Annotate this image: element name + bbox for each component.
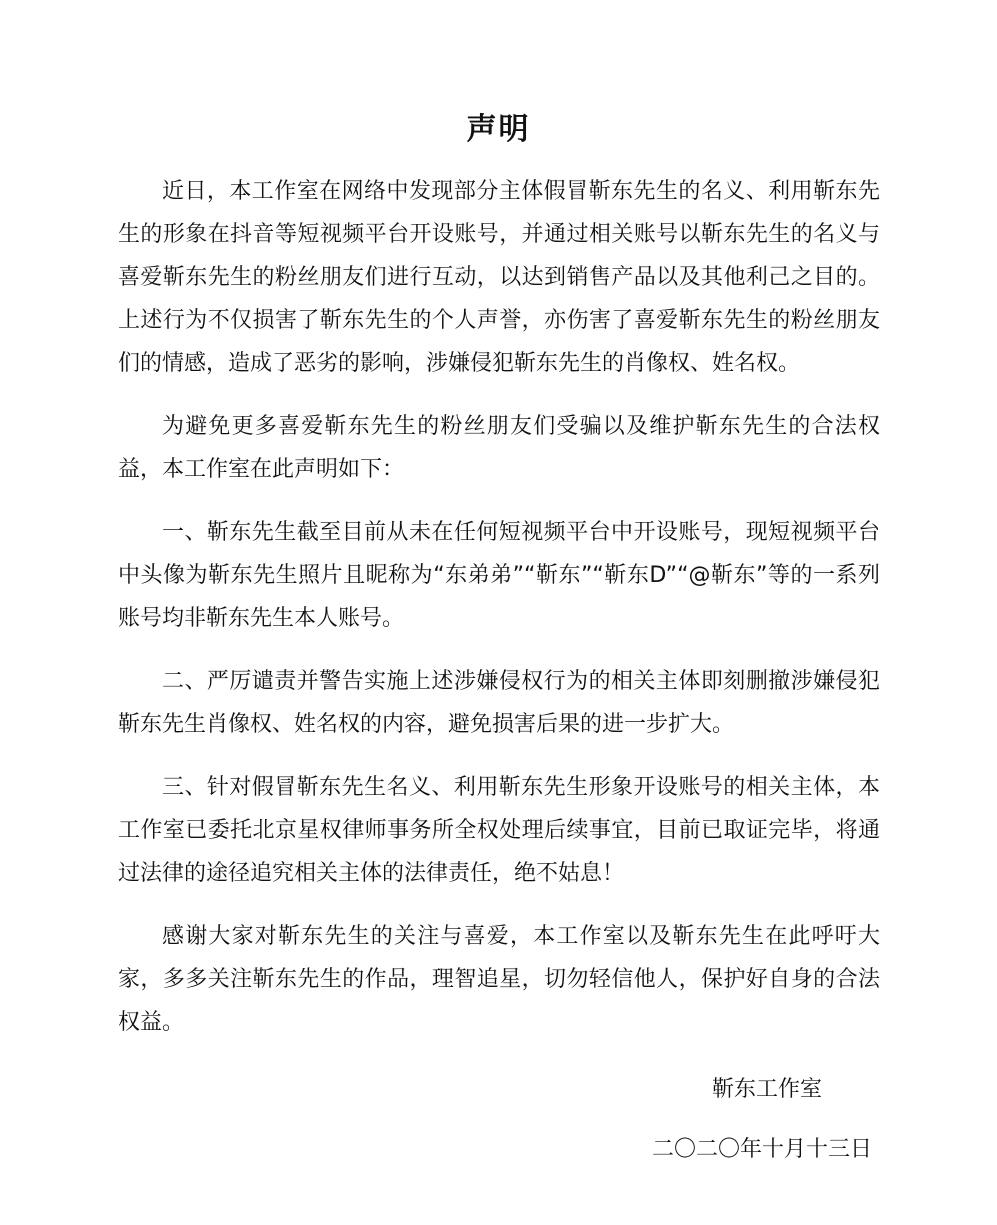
document-body <box>118 170 880 1064</box>
paragraph-intro: 近日，本工作室在网络中发现部分主体假冒靳东先生的名义、利用靳东先生的形象在抖音等短视频平台开设账号，并通过相关账号以靳东先生的名义与喜爱靳东先生的粉丝朋友们进行互动，以达到销售产品以及其他利己之目的。上述行为不仅损害了靳东先生的个人声誉，亦伤害了喜爱靳东先生的粉丝朋友们的情感，造成了恶劣的影响，涉嫌侵犯靳东先生的肖像权、姓名权。 <box>118 179 880 376</box>
signature-block <box>652 1068 872 1171</box>
signature-date: 二〇二〇年十月十三日 <box>651 1137 872 1162</box>
paragraph-point-one: 一、靳东先生截至目前从未在任何短视频平台中开设账号，现短视频平台中头像为靳东先生照片且昵称为“东弟弟”“靳东”“靳东D”“@靳东”等的一系列账号均非靳东先生本人账号。 <box>118 520 880 631</box>
paragraph-thanks: 感谢大家对靳东先生的关注与喜爱，本工作室以及靳东先生在此呼吁大家，多多关注靳东先生的作品，理智追星，切勿轻信他人，保护好自身的合法权益。 <box>118 924 880 1035</box>
paragraph-purpose: 为避免更多喜爱靳东先生的粉丝朋友们受骗以及维护靳东先生的合法权益，本工作室在此声明如下： <box>118 414 880 482</box>
signature-name: 靳东工作室 <box>711 1077 822 1102</box>
paragraph-point-three: 三、针对假冒靳东先生名义、利用靳东先生形象开设账号的相关主体，本工作室已委托北京星权律师事务所全权处理后续事宜，目前已取证完毕，将通过法律的途径追究相关主体的法律责任，绝不姑息！ <box>118 775 880 886</box>
document-title: 声明 <box>466 112 531 147</box>
paragraph-point-two: 二、严厉谴责并警告实施上述涉嫌侵权行为的相关主体即刻删撤涉嫌侵犯靳东先生肖像权、姓名权的内容，避免损害后果的进一步扩大。 <box>118 669 880 737</box>
